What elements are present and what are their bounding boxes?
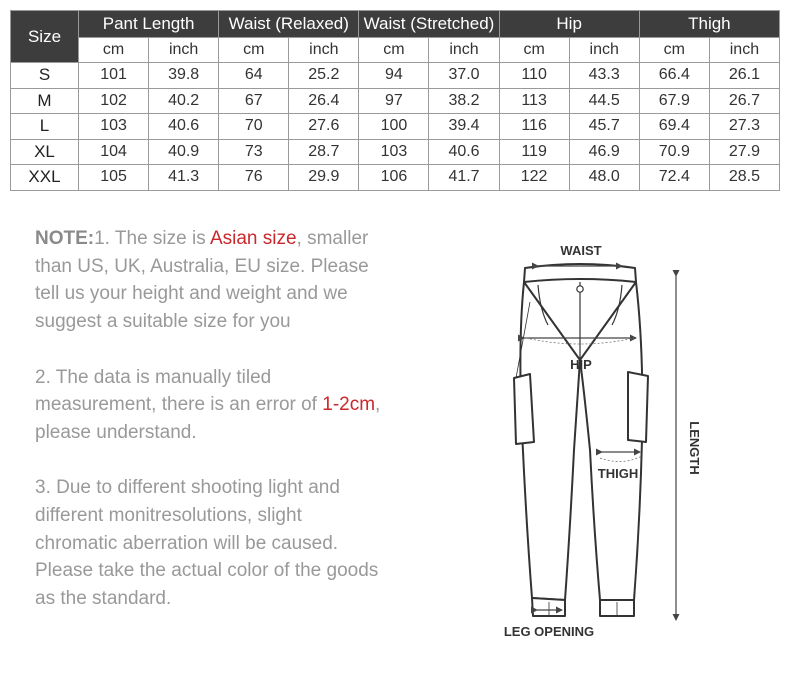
measurement-cell: 48.0 bbox=[569, 165, 639, 191]
notes-section bbox=[35, 225, 385, 641]
measurement-cell: 27.3 bbox=[709, 114, 779, 140]
measurement-cell: 113 bbox=[499, 88, 569, 114]
waist-label: WAIST bbox=[560, 243, 602, 258]
measurement-cell: 72.4 bbox=[639, 165, 709, 191]
button-icon bbox=[577, 286, 583, 292]
pants-measurement-diagram bbox=[490, 230, 750, 650]
measurement-cell: 76 bbox=[219, 165, 289, 191]
waist-relaxed-header: Waist (Relaxed) bbox=[219, 11, 359, 38]
unit-cm: cm bbox=[639, 38, 709, 63]
note-2-text-b: , please understand. bbox=[35, 394, 381, 443]
measurement-cell: 70.9 bbox=[639, 139, 709, 165]
table-row bbox=[11, 165, 780, 191]
unit-inch: inch bbox=[289, 38, 359, 63]
measurement-cell: 67 bbox=[219, 88, 289, 114]
size-cell: XXL bbox=[11, 165, 79, 191]
pant-length-header: Pant Length bbox=[79, 11, 219, 38]
table-header-row bbox=[11, 11, 780, 38]
measurement-cell: 40.2 bbox=[149, 88, 219, 114]
measurement-cell: 44.5 bbox=[569, 88, 639, 114]
measurement-cell: 29.9 bbox=[289, 165, 359, 191]
measurement-cell: 102 bbox=[79, 88, 149, 114]
table-row bbox=[11, 63, 780, 89]
unit-inch: inch bbox=[429, 38, 499, 63]
measurement-cell: 41.7 bbox=[429, 165, 499, 191]
measurement-cell: 106 bbox=[359, 165, 429, 191]
measurement-cell: 67.9 bbox=[639, 88, 709, 114]
unit-inch: inch bbox=[709, 38, 779, 63]
measurement-cell: 103 bbox=[359, 139, 429, 165]
asian-size-highlight: Asian size bbox=[209, 228, 297, 249]
size-cell: M bbox=[11, 88, 79, 114]
table-units-row bbox=[11, 38, 780, 63]
table-row bbox=[11, 88, 780, 114]
measurement-cell: 40.6 bbox=[149, 114, 219, 140]
note-1-text-b: , smaller than US, UK, Australia, EU size. Please tell us your height and weight and we suggest a suitable size for you bbox=[35, 228, 369, 333]
measurement-cell: 70 bbox=[219, 114, 289, 140]
measurement-cell: 104 bbox=[79, 139, 149, 165]
hip-header: Hip bbox=[499, 11, 639, 38]
measurement-cell: 66.4 bbox=[639, 63, 709, 89]
table-row bbox=[11, 139, 780, 165]
table-row bbox=[11, 114, 780, 140]
measurement-cell: 100 bbox=[359, 114, 429, 140]
measurement-cell: 64 bbox=[219, 63, 289, 89]
unit-cm: cm bbox=[359, 38, 429, 63]
measurement-cell: 27.6 bbox=[289, 114, 359, 140]
note-label: NOTE: bbox=[35, 228, 95, 249]
measurement-cell: 94 bbox=[359, 63, 429, 89]
measurement-cell: 101 bbox=[79, 63, 149, 89]
size-header: Size bbox=[11, 11, 79, 63]
measurement-cell: 40.9 bbox=[149, 139, 219, 165]
unit-cm: cm bbox=[79, 38, 149, 63]
measurement-cell: 46.9 bbox=[569, 139, 639, 165]
error-range-highlight: 1-2cm bbox=[322, 394, 376, 416]
measurement-cell: 97 bbox=[359, 88, 429, 114]
measurement-cell: 110 bbox=[499, 63, 569, 89]
measurement-cell: 69.4 bbox=[639, 114, 709, 140]
note-1-text-a: 1. The size is bbox=[94, 228, 210, 249]
size-cell: L bbox=[11, 114, 79, 140]
leg-opening-label: LEG OPENING bbox=[503, 624, 595, 639]
note-2-text-a: 2. The data is manually tiled measurement, there is an error of bbox=[35, 366, 323, 416]
measurement-cell: 26.4 bbox=[289, 88, 359, 114]
note-3: 3. Due to different shooting light and different monitresolutions, slight chromatic aberration will be caused. Please take the actual color of the goods as the standard. bbox=[35, 477, 379, 610]
measurement-cell: 43.3 bbox=[569, 63, 639, 89]
measurement-cell: 103 bbox=[79, 114, 149, 140]
measurement-cell: 40.6 bbox=[429, 139, 499, 165]
measurement-cell: 116 bbox=[499, 114, 569, 140]
thigh-label: THIGH bbox=[597, 466, 639, 481]
note-2 bbox=[35, 364, 385, 447]
unit-cm: cm bbox=[499, 38, 569, 63]
measurement-cell: 119 bbox=[499, 139, 569, 165]
note-1 bbox=[35, 225, 385, 336]
measurement-cell: 73 bbox=[219, 139, 289, 165]
size-cell: XL bbox=[11, 139, 79, 165]
measurement-cell: 26.7 bbox=[709, 88, 779, 114]
measurement-cell: 28.7 bbox=[289, 139, 359, 165]
measurement-cell: 39.8 bbox=[149, 63, 219, 89]
measurement-cell: 27.9 bbox=[709, 139, 779, 165]
unit-inch: inch bbox=[149, 38, 219, 63]
unit-inch: inch bbox=[569, 38, 639, 63]
length-label: LENGTH bbox=[687, 421, 702, 475]
measurement-cell: 39.4 bbox=[429, 114, 499, 140]
measurement-cell: 105 bbox=[79, 165, 149, 191]
size-chart-table bbox=[10, 10, 780, 191]
waist-stretched-header: Waist (Stretched) bbox=[359, 11, 499, 38]
pants-outline-icon bbox=[514, 264, 648, 616]
measurement-cell: 28.5 bbox=[709, 165, 779, 191]
unit-cm: cm bbox=[219, 38, 289, 63]
thigh-header: Thigh bbox=[639, 11, 779, 38]
measurement-cell: 122 bbox=[499, 165, 569, 191]
measurement-cell: 38.2 bbox=[429, 88, 499, 114]
measurement-cell: 41.3 bbox=[149, 165, 219, 191]
table-body bbox=[11, 63, 780, 191]
size-cell: S bbox=[11, 63, 79, 89]
hip-label: HIP bbox=[570, 357, 592, 372]
measurement-cell: 26.1 bbox=[709, 63, 779, 89]
measurement-cell: 37.0 bbox=[429, 63, 499, 89]
measurement-cell: 45.7 bbox=[569, 114, 639, 140]
measurement-cell: 25.2 bbox=[289, 63, 359, 89]
